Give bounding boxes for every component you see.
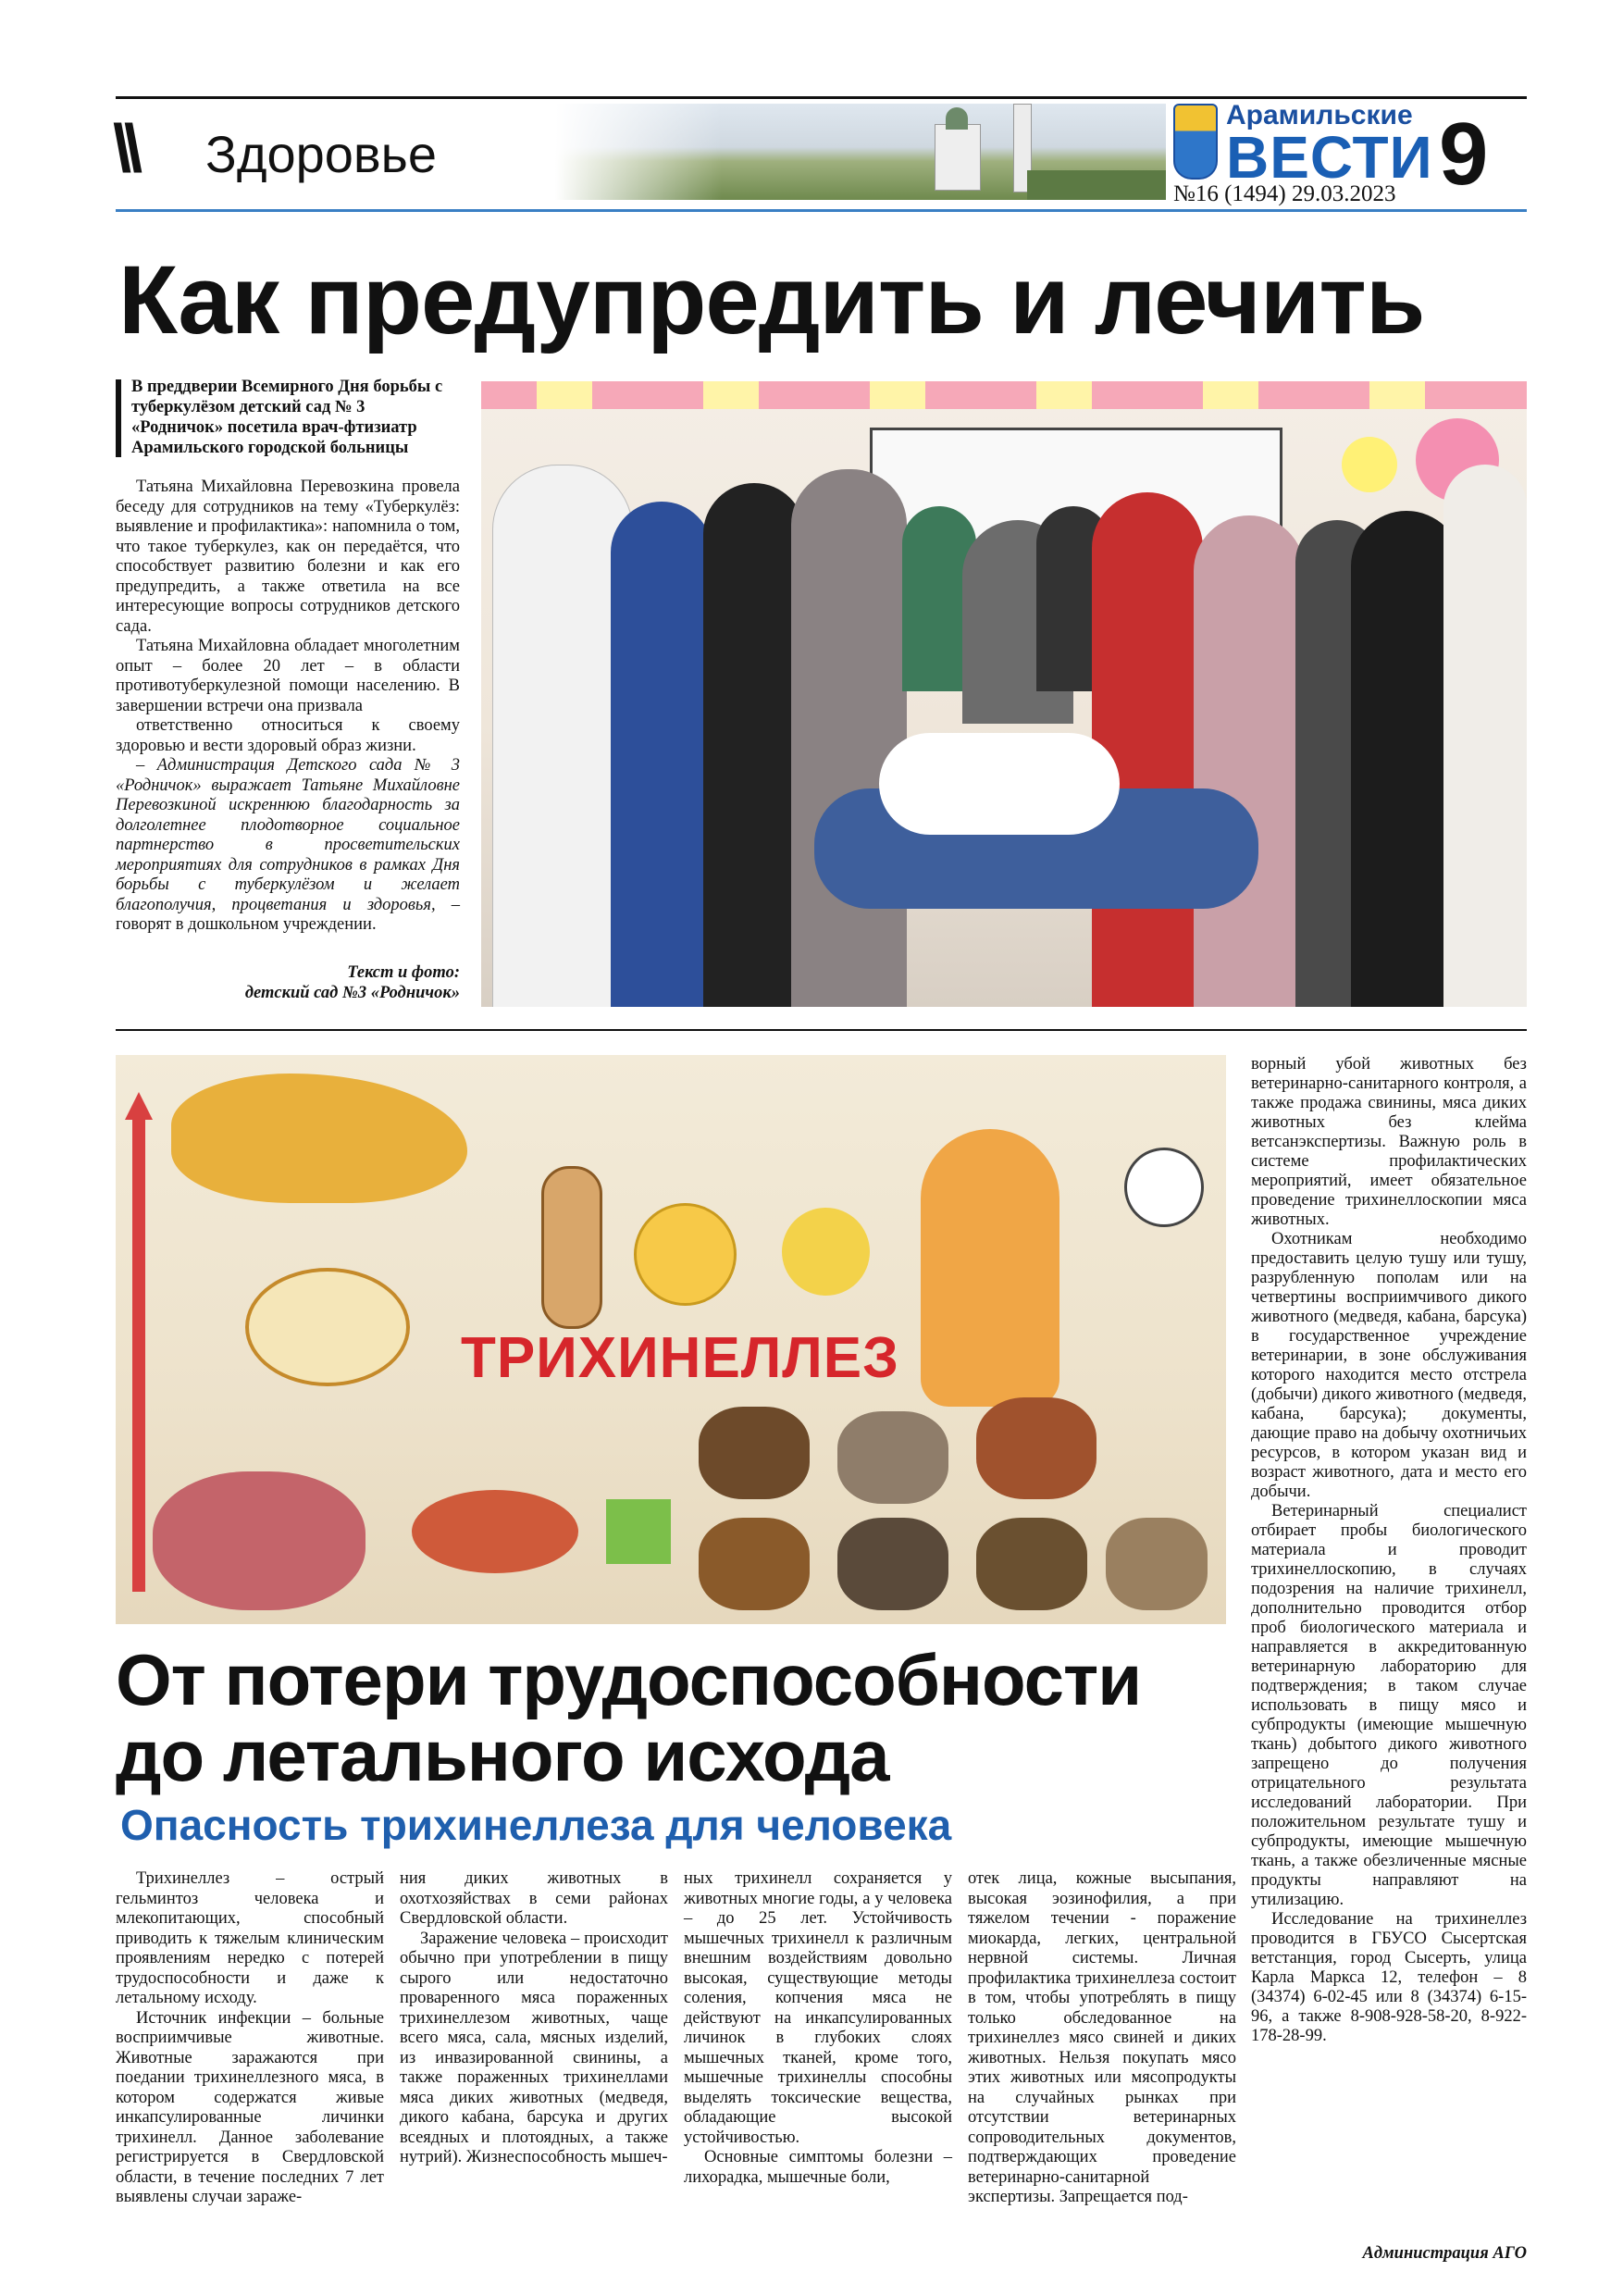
article2-column-4 bbox=[968, 1869, 1236, 2208]
article1-body bbox=[116, 478, 460, 936]
article1-paragraph: ответственно относиться к своему здоровью и вести здоровый образ жизни. bbox=[116, 716, 460, 755]
article2-paragraph: Исследование на трихинеллез проводится в ГБУСО Сысертская ветстанция, город Сысерть, улица Карла Маркса 12, телефон – 8 (34374) 6-02-45 или 8 (34374) 6-15-96, а также 8-908-928-58-20, 8-922-178-28-99. bbox=[1251, 1910, 1527, 2045]
top-rule bbox=[116, 96, 1527, 99]
page-number: 9 bbox=[1439, 105, 1489, 204]
article2-paragraph: Источник инфекции – больные восприимчивые животные. Животные заражаются при поедании трихинеллезного мяса, в котором содержатся живые инкапсулированные личинки трихинелл. Данное заболевание регистрируется в Свердловской области, в течение последних 7 лет выявлены случаи зараже- bbox=[116, 2008, 384, 2206]
ram-icon bbox=[1106, 1518, 1208, 1610]
article2-column-5 bbox=[1251, 1055, 1527, 2046]
article1-paragraph: Татьяна Михайловна обладает многолетним опыт – более 20 лет – в области противотуберкулезной помощи населению. В завершении встречи она призвала bbox=[116, 637, 460, 715]
credit-line-2: детский сад №3 «Родничок» bbox=[244, 984, 460, 1002]
article2-subtitle: Опасность трихинеллеза для человека bbox=[120, 1801, 952, 1849]
section-title: Здоровье bbox=[205, 125, 438, 183]
section-slashes-icon: \\ bbox=[113, 112, 136, 186]
lungs-icon bbox=[153, 1471, 365, 1610]
logo-main-text: ВЕСТИ bbox=[1226, 124, 1433, 191]
illustration-label: ТРИХИНЕЛЛЕЗ bbox=[460, 1326, 900, 1390]
liver-icon bbox=[412, 1490, 578, 1573]
article2-paragraph: Охотникам необходимо предоставить целую тушу или тушу, разрубленную пополам или на четвертины восприимчивого дикого животного (медведя, кабана, барсука) в государственное учреждение ветеринарии, в зоне обслуживания которого находится место отстрела (добычи) дикого животного (медведя, кабана, барсука); документы, дающие право на добычу охотничьих ресурсов, в котором указан вид и возраст животного, дата и место его добычи. bbox=[1251, 1230, 1527, 1501]
article1-lead: В преддверии Всемирного Дня борьбы с туберкулёзом детский сад № 3 «Родничок» посетила врач-фтизиатр Арамильского городской больницы bbox=[131, 378, 443, 457]
article2-paragraph: ворный убой животных без ветеринарно-санитарного контроля, а также продажа свинины, мяса диких животных без клейма ветсанэкспертизы. Важную роль в системе профилактических мероприятий, имеет обязательное проведение трихинеллоскопии мяса животных. bbox=[1251, 1055, 1527, 1229]
article1-paragraph: Татьяна Михайловна Перевозкина провела беседу для сотрудников на тему «Туберкулёз: выявление и профилактика»: напомнила о том, что такое туберкулез, как он передаётся, что способствует развитию болезни и как его предупредить, а также ответила на все интересующие вопросы сотрудников детского сада. bbox=[116, 478, 460, 636]
article1-quote bbox=[116, 756, 460, 936]
article2-paragraph: отек лица, кожные высыпания, высокая эозинофилия, а при тяжелом течении - поражение миокарда, легких, центральной нервной системы. Личная профилактика трихинеллеза состоит в том, чтобы употреблять в пищу только обследованное на трихинеллез мясо свиней и диких животных. Нельзя покупать мясо этих животных или мясопродукты на случайных рынках при отсутствии ветеринарных сопроводительных документов, подтверждающих проведение ветеринарно-санитарной экспертизы. Запрещается под- bbox=[968, 1869, 1236, 2206]
article2-title-line1: От потери трудоспособности bbox=[116, 1639, 1142, 1720]
town-panorama-photo bbox=[555, 104, 1166, 200]
article2-paragraph: Заражение человека – происходит обычно при употреблении в пищу сырого или недостаточно проваренного мяса пораженных трихинеллезом животных, чаще всего мяса, сала, мясных изделий, из инвазированной свинины, а также пораженных трихинеллами мяса диких животных (медведя, дикого кабана, барсука и других всеядных и плотоядных, а также нутрий). Жизнеспособность мышеч- bbox=[400, 1929, 668, 2166]
article1-quote-tail: – говорят в дошкольном учреждении. bbox=[116, 895, 460, 934]
boar-icon bbox=[976, 1518, 1087, 1610]
issue-info: №16 (1494) 29.03.2023 bbox=[1173, 181, 1396, 206]
coat-of-arms-icon bbox=[1173, 104, 1218, 180]
article2-title bbox=[116, 1639, 1245, 1796]
article2-paragraph: Основные симптомы болезни – лихорадка, мышечные боли, bbox=[684, 2148, 952, 2187]
credit-line-1: Текст и фото: bbox=[347, 963, 460, 982]
logo-top-text: Арамильские bbox=[1226, 100, 1413, 130]
church-building-icon bbox=[935, 124, 981, 191]
lead-marker bbox=[116, 379, 121, 457]
article1-quote-italic: – Администрация Детского сада № 3 «Родничок» выражает Татьяне Михайловне Перевозкиной искреннюю благодарность за долголетнее плодотворное социальное партнерство в просветительских мероприятиях для сотрудников в рамках Дня борьбы с туберкулёзом и желает благополучия, процветания и здоровья, bbox=[116, 756, 460, 914]
bull-icon bbox=[699, 1407, 810, 1499]
paper-flower-prop bbox=[879, 733, 1120, 835]
article1-credit bbox=[116, 962, 460, 1003]
dog-figure-icon bbox=[171, 1074, 467, 1203]
trichinellosis-illustration bbox=[116, 1055, 1226, 1624]
pig-icon bbox=[837, 1411, 948, 1504]
article2-credit: Администрация АГО bbox=[1362, 2244, 1527, 2263]
goat-icon bbox=[837, 1518, 948, 1610]
article2-paragraph: Ветеринарный специалист отбирает пробы биологического материала и проводит трихинеллоскопию, в случаях подозрения на наличие трихинелл, дополнительно проводится отбор проб биологического материала и направляется в аккредитованную ветеринарную лабораторию для подтверждения; в таком случае использовать в пищу мясо и субпродукты (имеющие мышечную ткань) добытого дикого животного запрещено до получения отрицательного результата исследований лаборатории. При положительном результате тушу и субпродукты, имеющие мышечную ткань, а также обезличенные мясные продукты направляют на утилизацию. bbox=[1251, 1502, 1527, 1909]
deer-icon bbox=[699, 1518, 810, 1610]
article2-column-3 bbox=[684, 1869, 952, 2188]
header-blue-rule bbox=[116, 209, 1527, 212]
article1-title: Как предупредить и лечить bbox=[118, 246, 1425, 354]
article2-column-2 bbox=[400, 1869, 668, 2168]
section-divider bbox=[116, 1029, 1527, 1031]
horse-icon bbox=[976, 1397, 1096, 1499]
staff-group-photo bbox=[481, 381, 1527, 1007]
article2-title-line2: до летального исхода bbox=[116, 1714, 889, 1796]
article2-column-1 bbox=[116, 1869, 384, 2208]
article2-paragraph: ных трихинелл сохраняется у животных многие годы, а у человека – до 25 лет. Устойчивость мышечных трихинелл к различным внешним воздействиям довольно высокая, существующие методы соления, копчения мяса не действуют на инкапсулированных личинок в глубоких слоях мышечных тканей, кроме того, мышечные трихинеллы способны выделять токсические вещества, обладающие высокой устойчивостью. bbox=[684, 1869, 952, 2147]
article2-paragraph: Трихинеллез – острый гельминтоз человека и млекопитающих, способный приводить к тяжелым клиническим проявлениям нередко с потерей трудоспособности и даже к летальному исходу. bbox=[116, 1869, 384, 2007]
article2-paragraph: ния диких животных в охотхозяйствах в семи районах Свердловской области. bbox=[400, 1869, 668, 1928]
